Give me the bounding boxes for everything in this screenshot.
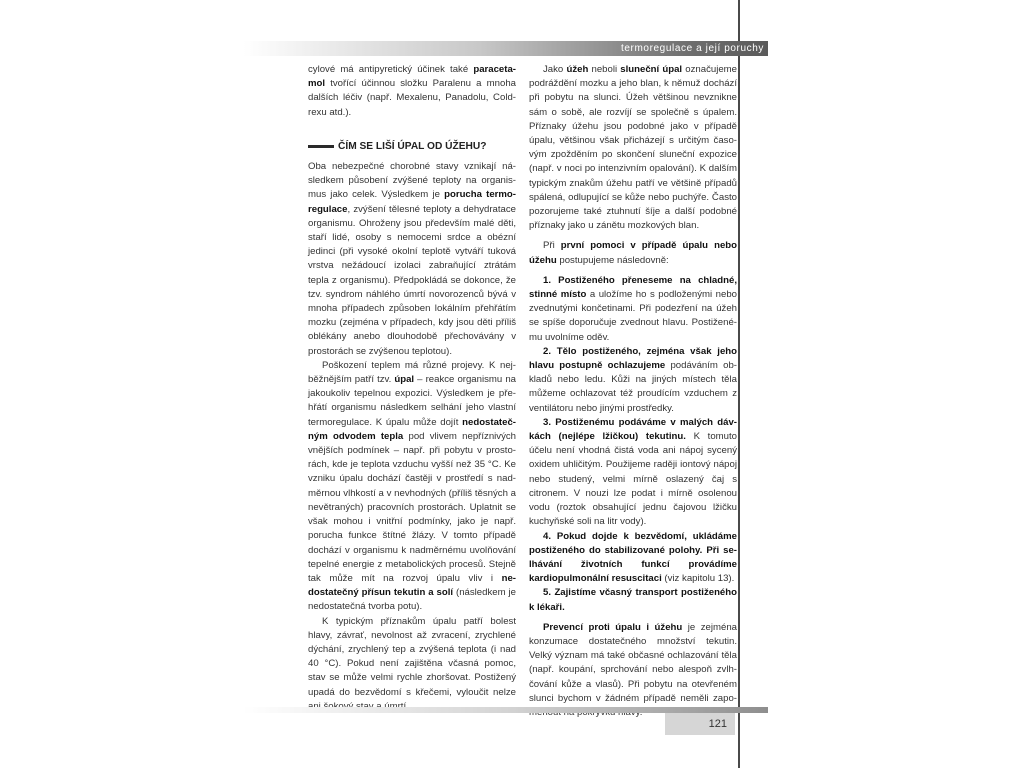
text-span: a uložíme ho s podloženými nebo zvednutými končetinami. Při podezření na úžeh se spíše doporučuje zvednout hlavu. Postiženému uvolníme oděv.	[529, 289, 738, 343]
text-span: Poškození teplem má různé projevy. K nejběžnějším patří tzv.	[308, 359, 516, 386]
bold-term: nedostatečným odvodem tepla	[308, 416, 516, 442]
bold-term: 2. Tělo postiženého, zejména však jeho hlavu postupně ochlazujeme	[529, 345, 737, 372]
bold-term: paracetamol	[308, 64, 516, 90]
page-number-box	[665, 713, 735, 735]
first-aid-step-4	[529, 530, 737, 587]
paragraph	[308, 160, 516, 359]
bold-term: první pomoci v případě úpalu nebo úžehu	[529, 240, 737, 266]
first-aid-step-2	[529, 345, 737, 416]
first-aid-step-1	[529, 274, 737, 345]
text-span: podáváním obkladů nebo ledu. Kůži na jiných místech těla můžeme ochlazovat též proudícím vzduchem z ventilátoru nebo jinými prostředky.	[529, 360, 737, 414]
paragraph: K typickým příznakům úpalu patří bolest hlavy, závrať, nevolnost až zvracení, zrychlené dýchání, zrychlený tep a zvýšená teplota (i nad 40 °C). Pokud není zajištěna včasná pomoc, stav se může velmi rychle zhoršovat. Postižený upadá do bezvědomí s křečemi, vyloučit nelze	[308, 615, 516, 698]
first-aid-step-3	[529, 416, 737, 530]
page-number: 121	[708, 718, 727, 730]
text-span: cylové má antipyretický účinek také	[308, 64, 474, 75]
bold-term: 1. Postiženého přeneseme na chladné, stinné místo	[529, 274, 737, 301]
text-span: pod vlivem nepříznivých vnějších podmínek – např. při pobytu v prostorách, kde je teplota vzduchu vyšší než 35 °C. Ke vzniku úpalu dochází častěji v prostředí s nadměrnou vlhkostí a v nevhodných (příliš těsných a nevětraných) pracovních prostorách. Uplatnit se však mohou i vnitřní podmínky, jako je např. porucha funkce štítné žlázy. V tomto případě dochází v organismu k nadměrnému uvolňování tepelné energie z metabolických procesů. Stejně tak může mít na rozvoj úpalu vliv i	[308, 430, 517, 584]
text-span: neboli	[588, 64, 621, 75]
bold-term: nedostatečný přísun tekutin a solí	[308, 572, 516, 599]
bold-term: úpal	[394, 374, 415, 386]
text-span: – reakce organismu na jakoukoliv tepelnou expozici. Výsledkem je přehřátí organismu následkem selhání jeho vlastní termoregulace. K úpalu může dojít	[308, 374, 516, 428]
page-edge-line	[738, 0, 740, 768]
section-heading	[308, 140, 516, 154]
paragraph	[308, 359, 516, 615]
running-header-bar	[243, 41, 768, 56]
paragraph	[529, 239, 737, 267]
text-span: označujeme podráždění mozku a jeho blan, k němuž dochází při pobytu na slunci. Úžeh většinou nevznikne sám o sobě, ale rozvíjí se společně s úpalem. Příznaky úžehu jsou podobné jako v případě úpalu, většinou však přicházejí s určitým časovým zpožděním po skončení sluneční expozice (např. v noci po intenzivním opalování). K dalším typickým znakům úžehu patří ve většině případů spálená, odlupující se kůže nebo puchýře. Často pozorujeme také ztuhnutí šíje a další podobné příznaky jako u zánětu mozkových blan.	[529, 64, 738, 232]
text-span: tvořící účinnou složku Paralenu a mnoha dalších léčiv (např. Mexalenu, Panadolu, Coldrexu atd.).	[308, 78, 516, 118]
section-heading-text: ČÍM SE LIŠÍ ÚPAL OD ÚŽEHU?	[338, 140, 487, 152]
right-column	[529, 63, 737, 720]
text-span: , zvýšení tělesné teploty a dehydratace organismu. Ohroženy jsou především malé děti, staří lidé, osoby s nemocemi srdce a obézní jedinci (při vysoké okolní teplotě vytváří tuková vrstva nežádoucí izolaci zabraňující ztrátám tepla z organismu). Předpokládá se dokonce, že tzv. syndrom náhlého úmrtí novorozenců bývá v mnoha případech způsoben lokálním přehřátím mozku (zejména v případech, kdy jsou děti příliš oblékány anebo dlouhodobě přechovávány v prostorách se zvýšenou teplotou).	[308, 203, 516, 357]
bold-term: 4. Pokud dojde k bezvědomí, ukládáme postiženého do stabilizované polohy. Při selhávání životních funkcí provádíme kardiopulmonální resuscitaci	[529, 530, 737, 585]
text-span: Jako	[543, 64, 567, 75]
paragraph	[529, 63, 737, 233]
running-header-title: termoregulace a její poruchy	[621, 43, 764, 54]
text-span: postupujeme následovně:	[556, 254, 669, 266]
bold-term: 5. Zajistíme včasný transport postiženého k lékaři.	[529, 587, 737, 613]
text-span: Oba nebezpečné chorobné stavy vznikají následkem působení zvýšené teploty na organismus jako celek. Výsledkem je	[308, 161, 516, 201]
bold-term: 3. Postiženému podáváme v malých dávkách (nejlépe lžičkou) tekutinu.	[529, 416, 737, 443]
paragraph	[308, 63, 516, 120]
text-span: K tomuto účelu není vhodná čistá voda ani nápoj sycený oxidem uhličitým. Použijeme raději iontový nápoj nebo studený, velmi mírně oslazený čaj s citronem. V nouzi lze podat i mírně osolenou vodu (roztok obsahující jednu čajovou lžičku kuchyňské soli na litr vody).	[529, 431, 737, 528]
text-span: je zejména konzumace dostatečného množství tekutin. Velký význam má také občasné ochlazování těla (např. koupání, sprchování nebo alespoň zvlhčování kůže a vlasů). Při pobytu na otevřeném slunci bychom v žádném případě neměli zapo	[529, 621, 738, 704]
bold-term: úžeh	[566, 64, 589, 75]
paragraph	[529, 621, 737, 720]
first-aid-step-5	[529, 586, 737, 614]
bold-term: sluneční úpal	[620, 64, 683, 75]
text-span: (viz kapitolu 13).	[661, 573, 735, 585]
bold-term: Prevencí proti úpalu i úžehu	[543, 621, 683, 633]
left-column	[308, 63, 516, 714]
heading-dash	[308, 145, 334, 148]
text-span: (následkem je nedostatečná tvorba potu).	[308, 587, 517, 613]
bold-term: porucha termoregulace	[308, 189, 516, 215]
text-span: Při	[543, 240, 561, 252]
